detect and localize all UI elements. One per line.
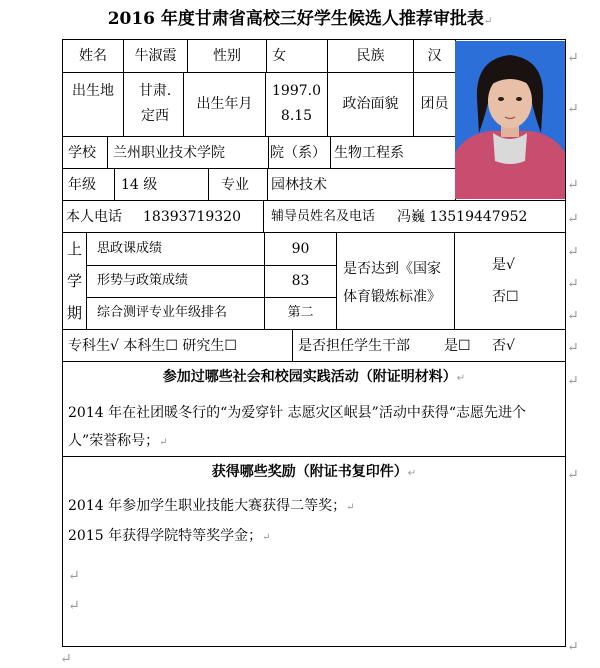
grade-value: 14 级: [121, 177, 158, 193]
student-photo: [455, 41, 565, 199]
award-item-1: 2014 年参加学生职业技能大赛获得二等奖；↵: [68, 498, 355, 514]
paragraph-mark: ↵: [567, 467, 579, 483]
paragraph-mark: ↵: [567, 50, 579, 66]
rank-value: 第二: [287, 305, 314, 320]
cadre-no: 否√: [492, 338, 515, 354]
paragraph-mark: ↵: [68, 598, 80, 614]
department-label: 院（系）: [270, 145, 326, 161]
grade-label: 年级: [68, 177, 96, 193]
activities-text: 2014 年在社团暖冬行的“为爱穿针 志愿灾区岷县”活动中获得“志愿先进个人”荣誉称号；↵: [68, 405, 526, 449]
paragraph-mark: ↵: [567, 639, 579, 655]
birthplace-value: 甘肃.定西: [138, 83, 172, 124]
awards-header: 获得哪些奖励（附证书复印件）↵: [211, 464, 417, 480]
counselor-label: 辅导员姓名及电话: [271, 209, 376, 224]
paragraph-mark: ↵: [567, 211, 579, 227]
birthdate-value: 1997.08.15: [272, 83, 321, 124]
name-value: 牛淑霞: [134, 48, 177, 64]
ethnicity-value: 汉: [427, 48, 442, 64]
fitness-standard-label: 是否达到《国家体育锻炼标准》: [343, 261, 441, 305]
award-item-2: 2015 年获得学院特等奖学金；↵: [68, 528, 271, 544]
school-label: 学校: [68, 145, 96, 161]
paragraph-mark: ↵: [567, 340, 579, 356]
major-value: 园林技术: [271, 177, 327, 193]
birthplace-label: 出生地: [72, 83, 114, 99]
student-level-options: 专科生√ 本科生☐ 研究生☐: [68, 338, 237, 354]
paragraph-mark: ↵: [567, 308, 579, 324]
phone-label: 本人电话: [66, 209, 122, 225]
rank-label: 综合测评专业年级排名: [97, 305, 228, 320]
semester-label-char-1: 上: [67, 240, 83, 258]
political-label: 政治面貌: [342, 96, 399, 112]
cadre-yes: 是☐: [444, 338, 471, 354]
gender-label: 性别: [213, 48, 241, 64]
birthdate-label: 出生年月: [196, 96, 253, 112]
department-value: 生物工程系: [334, 145, 404, 161]
paragraph-mark: ↵: [567, 177, 579, 193]
paragraph-mark: ↵: [567, 276, 579, 292]
paragraph-mark: ↵: [68, 568, 80, 584]
major-label: 专业: [221, 177, 249, 193]
fitness-yes: 是√: [492, 257, 515, 273]
school-value: 兰州职业技术学院: [113, 145, 225, 161]
activities-header: 参加过哪些社会和校园实践活动（附证明材料）↵: [162, 369, 466, 385]
semester-label-char-3: 期: [67, 304, 83, 322]
fitness-no: 否☐: [492, 289, 519, 305]
form-title: 2016 年度甘肃省高校三好学生候选人推荐审批表↵: [107, 9, 493, 29]
semester-label-char-2: 学: [67, 272, 83, 290]
counselor-value: 冯巍 13519447952: [397, 209, 528, 225]
ethnicity-label: 民族: [356, 48, 385, 64]
phone-value: 18393719320: [143, 209, 241, 225]
gender-value: 女: [272, 48, 286, 64]
politics-score-value: 90: [291, 241, 310, 257]
cadre-label: 是否担任学生干部: [298, 338, 410, 354]
policy-score-value: 83: [291, 273, 310, 289]
politics-score-label: 思政课成绩: [97, 241, 163, 256]
name-label: 姓名: [79, 48, 107, 64]
paragraph-mark: ↵: [60, 651, 72, 667]
political-value: 团员: [420, 96, 449, 112]
policy-score-label: 形势与政策成绩: [97, 273, 189, 288]
paragraph-mark: ↵: [567, 244, 579, 260]
paragraph-mark: ↵: [567, 373, 579, 389]
paragraph-mark: ↵: [567, 101, 579, 117]
